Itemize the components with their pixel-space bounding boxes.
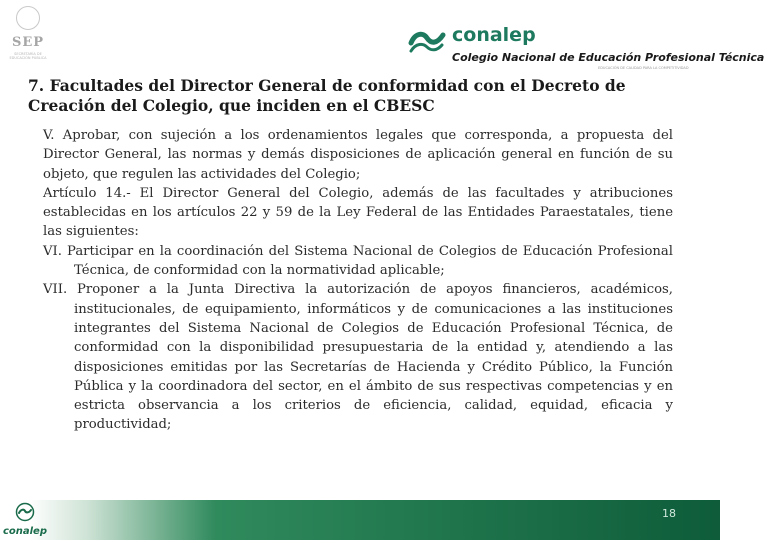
list-item-vii: VII. Proponer a la Junta Directiva la autorización de apoyos financieros, académicos, institucionales, de equipamiento, informáticos y de comunicaciones a las instituciones integrantes del Sistema Nacional de Colegios de Educación Profesional Técnica, de conformidad con la disponibilidad presupuestaria de la entidad y, atendiendo a las disposiciones emitidas por las Secretarías de Hacienda y Crédito Público, la Función Pública y la coordinadora del sector, en el ámbito de sus respectivas competencias y en estricta observancia a los criterios de eficiencia, calidad, equidad, eficacia y productividad; bbox=[43, 282, 673, 433]
sep-logo-text: SEP bbox=[11, 35, 45, 50]
paragraph-article-14: Artículo 14.- El Director General del Colegio, además de las facultades y atribuciones establecidas en los artículos 22 y 59 de la Ley Federal de las Entidades Paraestatales, tiene las siguientes: bbox=[43, 185, 673, 240]
conalep-logo-icon bbox=[408, 26, 446, 56]
national-emblem-icon bbox=[16, 6, 40, 30]
footer-conalep-logo bbox=[2, 500, 48, 540]
footer-band bbox=[0, 500, 720, 540]
list-item-vi: VI. Participar en la coordinación del Sistema Nacional de Colegios de Educación Profesional Técnica, de conformidad con la normatividad aplicable; bbox=[43, 243, 673, 279]
page-number: 18 bbox=[662, 507, 676, 520]
slide-body bbox=[43, 126, 673, 435]
conalep-full-name: Colegio Nacional de Educación Profesional Técnica bbox=[452, 51, 764, 64]
sep-logo bbox=[6, 6, 50, 72]
conalep-seal-icon bbox=[13, 502, 37, 522]
conalep-header-logo bbox=[408, 22, 764, 78]
slide-title: 7. Facultades del Director General de conformidad con el Decreto de Creación del Colegio, que inciden en el CBESC bbox=[28, 76, 626, 115]
paragraph-fraction-v: V. Aprobar, con sujeción a los ordenamientos legales que corresponda, a propuesta del Director General, las normas y demás disposiciones de aplicación general en función de su objeto, que regulen las actividades del Colegio; bbox=[43, 128, 673, 182]
conalep-wordmark: conalep bbox=[452, 24, 536, 46]
footer-logo-word: conalep bbox=[2, 526, 48, 537]
conalep-tagline: EDUCACIÓN DE CALIDAD PARA LA COMPETITIVIDAD bbox=[598, 66, 689, 70]
sep-logo-subtext: SECRETARÍA DE EDUCACIÓN PÚBLICA bbox=[9, 52, 47, 60]
